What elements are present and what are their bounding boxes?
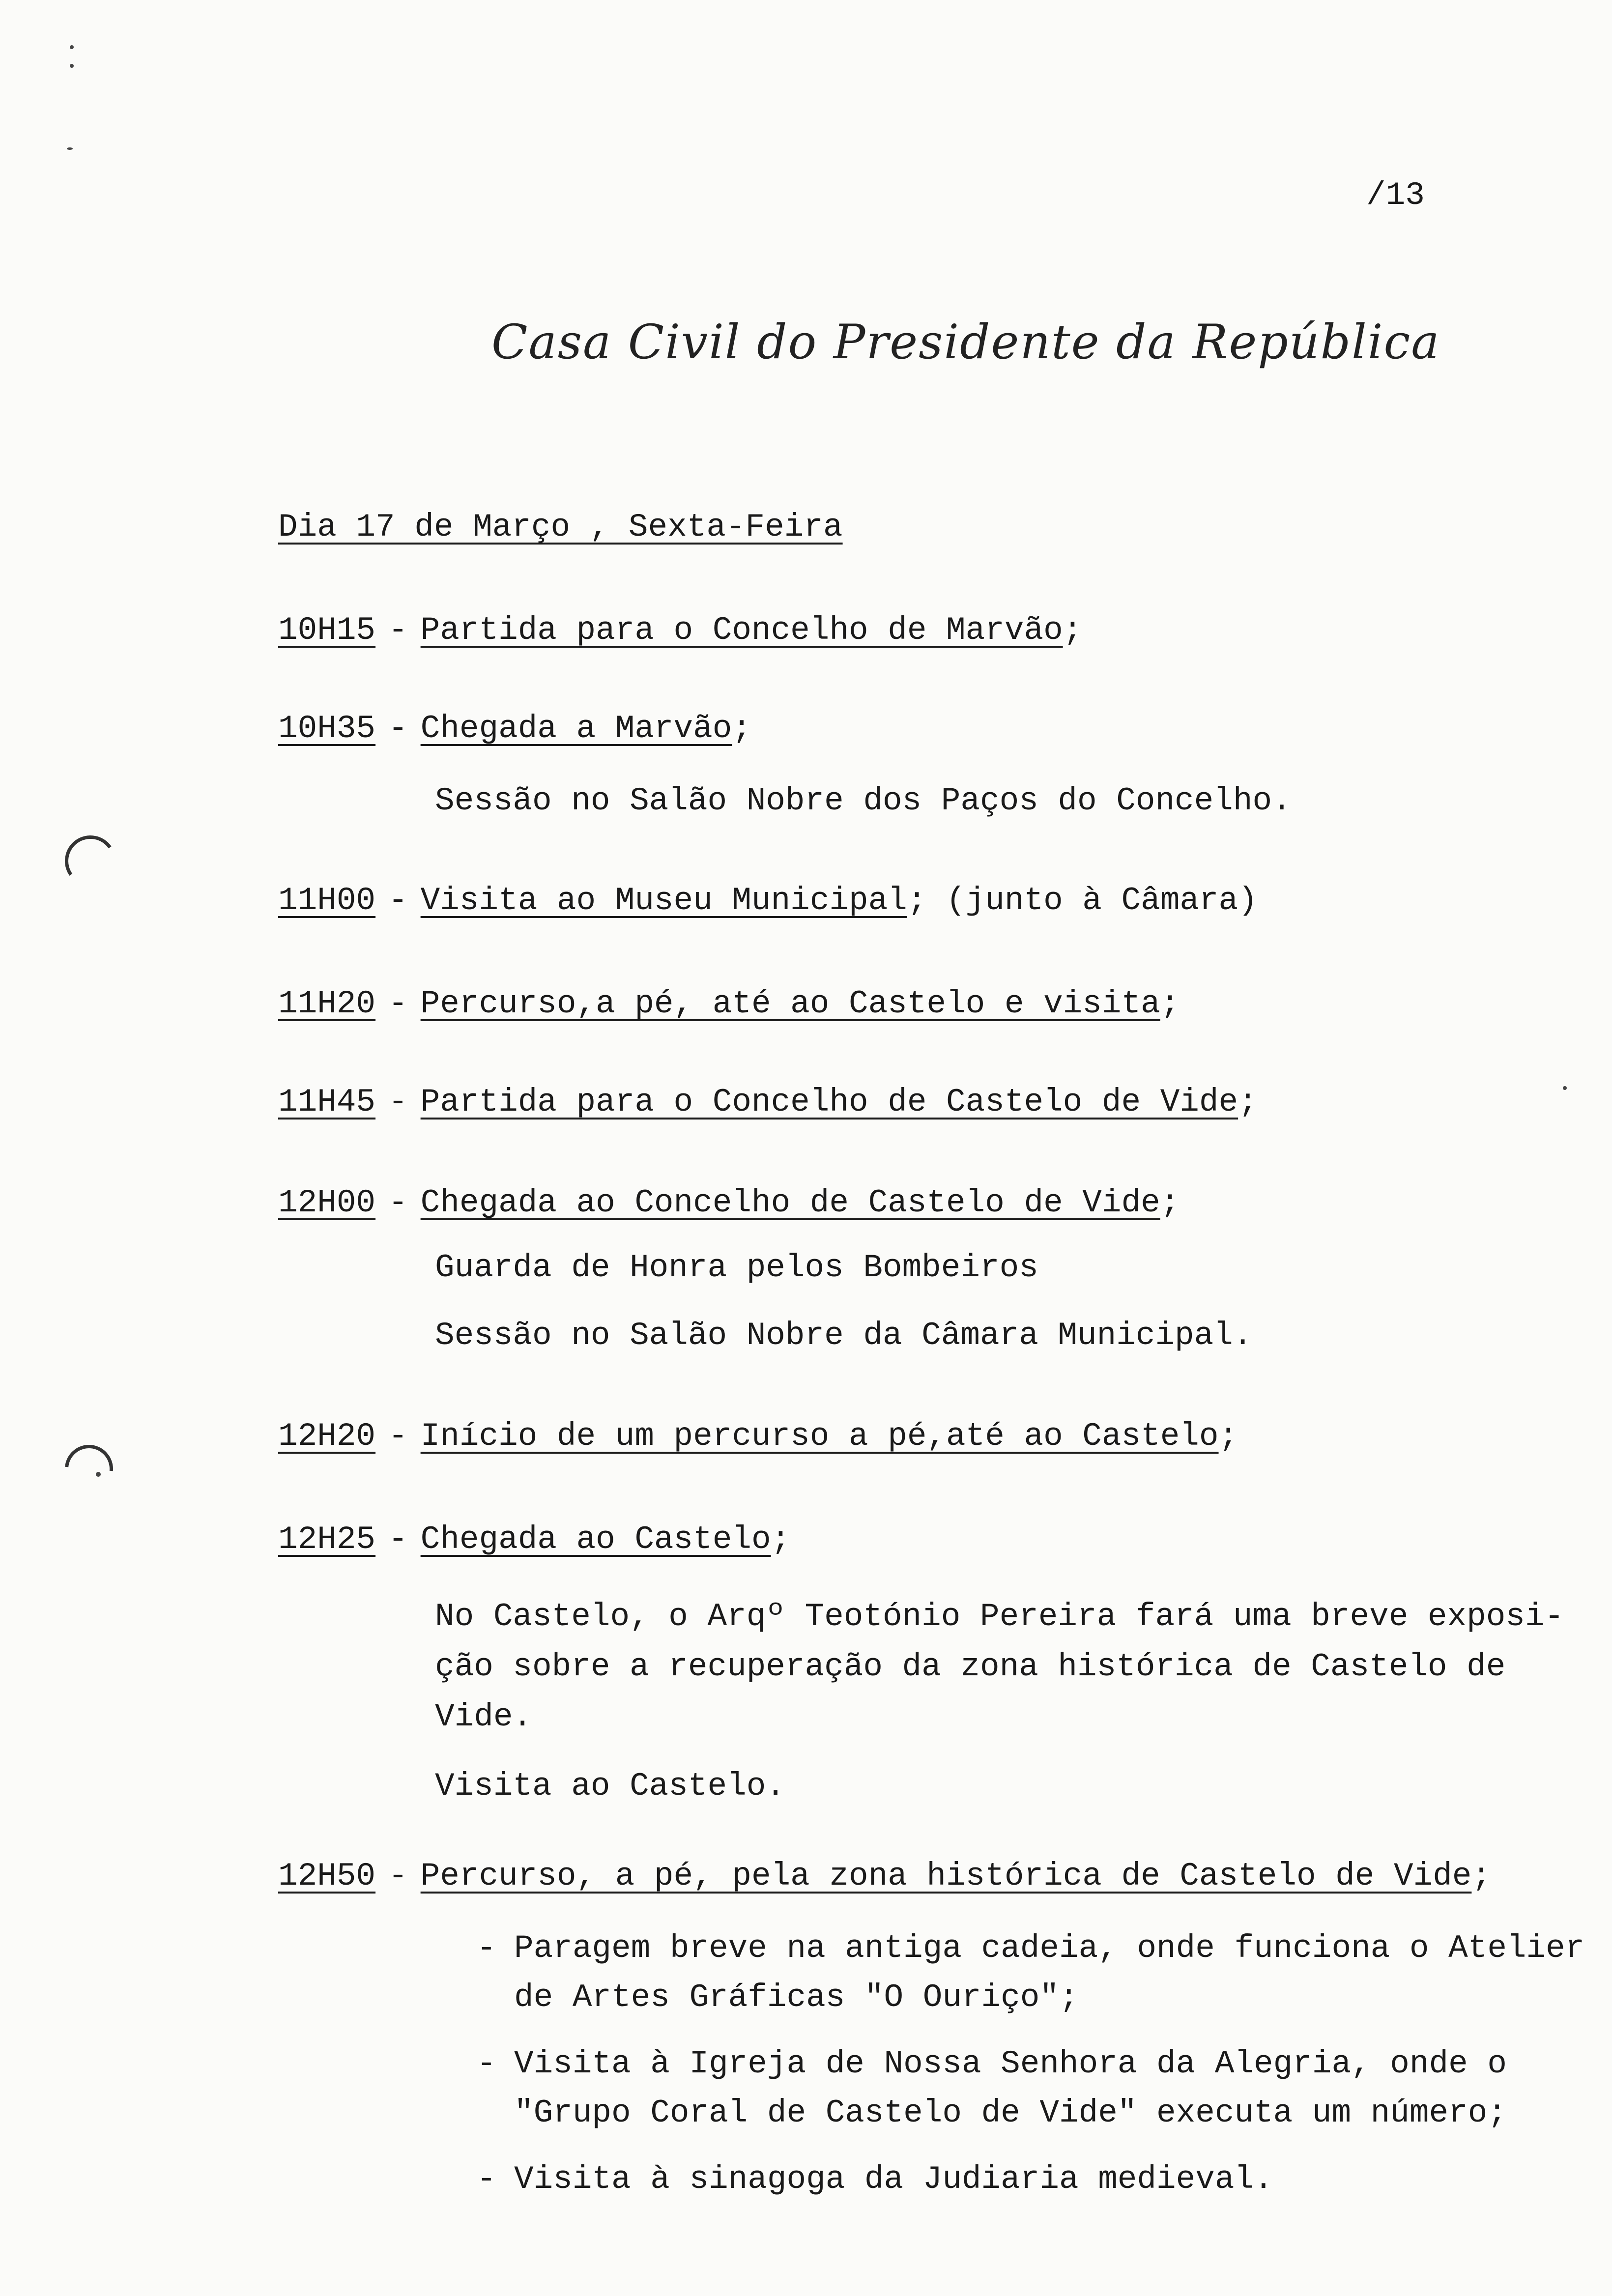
entry-time: 11H45	[278, 1084, 376, 1120]
schedule-entry-1220	[278, 1418, 1238, 1455]
schedule-entry-1250	[278, 1858, 1491, 1894]
entry-title: Chegada a Marvão	[420, 710, 732, 747]
entry-title: Partida para o Concelho de Marvão	[420, 612, 1063, 649]
entry-suffix: ;	[1471, 1858, 1492, 1894]
bullet-dash: -	[477, 2045, 496, 2082]
schedule-entry-1100	[278, 882, 1258, 919]
entry-detail: Sessão no Salão Nobre dos Paços do Concelho.	[435, 782, 1292, 819]
entry-suffix: ;	[1160, 985, 1180, 1022]
schedule-entry-1120	[278, 985, 1180, 1022]
scan-speck	[67, 147, 73, 150]
scan-speck	[96, 1472, 101, 1477]
entry-detail: No Castelo, o Arqº Teotónio Pereira fará uma breve exposi-	[435, 1598, 1564, 1635]
entry-detail: Vide.	[435, 1698, 533, 1735]
scan-speck	[1563, 1086, 1567, 1090]
entry-title: Chegada ao Concelho de Castelo de Vide	[420, 1184, 1160, 1221]
bullet-item	[477, 2155, 1273, 2204]
bullet-line: "Grupo Coral de Castelo de Vide" executa um número;	[514, 2095, 1507, 2131]
schedule-entry-1145	[278, 1084, 1258, 1120]
entry-time: 10H35	[278, 710, 376, 747]
entry-title: Chegada ao Castelo	[420, 1521, 771, 1558]
entry-detail: Visita ao Castelo.	[435, 1768, 785, 1805]
scan-speck	[70, 64, 74, 68]
schedule-entry-1035	[278, 710, 751, 747]
bullet-line: Paragem breve na antiga cadeia, onde funciona o Atelier	[514, 1930, 1585, 1967]
punch-hole-mark	[55, 1435, 123, 1503]
bullet-item	[477, 1924, 1584, 2022]
entry-suffix: ;	[732, 710, 751, 747]
entry-time: 11H00	[278, 882, 376, 919]
entry-dash: -	[388, 710, 408, 747]
entry-suffix: ;	[771, 1521, 791, 1558]
entry-time: 12H20	[278, 1418, 376, 1455]
entry-dash: -	[388, 1418, 408, 1455]
entry-time: 12H00	[278, 1184, 376, 1221]
scan-speck	[70, 45, 74, 49]
page-number: /13	[1366, 177, 1425, 214]
bullet-dash: -	[477, 2161, 496, 2198]
entry-detail: Guarda de Honra pelos Bombeiros	[435, 1249, 1038, 1286]
entry-dash: -	[388, 1084, 408, 1120]
schedule-entry-1200	[278, 1184, 1180, 1221]
entry-title: Visita ao Museu Municipal	[420, 882, 907, 919]
entry-suffix: ;	[1063, 612, 1083, 649]
entry-suffix: ;	[1218, 1418, 1238, 1455]
entry-time: 12H25	[278, 1521, 376, 1558]
entry-detail: Sessão no Salão Nobre da Câmara Municipal.	[435, 1317, 1253, 1354]
entry-suffix: ;	[1160, 1184, 1180, 1221]
entry-title: Percurso,a pé, até ao Castelo e visita	[420, 985, 1160, 1022]
entry-dash: -	[388, 612, 408, 649]
entry-title: Percurso, a pé, pela zona histórica de Castelo de Vide	[420, 1858, 1472, 1894]
entry-suffix: ;	[1238, 1084, 1258, 1120]
schedule-entry-1225	[278, 1521, 790, 1558]
entry-dash: -	[388, 1184, 408, 1221]
entry-detail: ção sobre a recuperação da zona histórica de Castelo de	[435, 1648, 1506, 1685]
entry-time: 12H50	[278, 1858, 376, 1894]
entry-dash: -	[388, 1858, 408, 1894]
bullet-dash: -	[477, 1930, 496, 1967]
bullet-line: de Artes Gráficas "O Ouriço";	[514, 1979, 1079, 2016]
entry-title: Partida para o Concelho de Castelo de Vide	[420, 1084, 1238, 1120]
punch-hole-mark	[61, 832, 120, 890]
entry-suffix: ; (junto à Câmara)	[907, 882, 1258, 919]
entry-title: Início de um percurso a pé,até ao Castelo	[420, 1418, 1219, 1455]
entry-dash: -	[388, 985, 408, 1022]
bullet-item	[477, 2039, 1507, 2138]
entry-time: 10H15	[278, 612, 376, 649]
entry-time: 11H20	[278, 985, 376, 1022]
entry-dash: -	[388, 1521, 408, 1558]
bullet-line: Visita à Igreja de Nossa Senhora da Alegria, onde o	[514, 2045, 1507, 2082]
letterhead: Casa Civil do Presidente da República	[491, 315, 1440, 370]
day-heading: Dia 17 de Março , Sexta-Feira	[278, 509, 843, 545]
bullet-line: Visita à sinagoga da Judiaria medieval.	[514, 2161, 1273, 2198]
schedule-entry-1015	[278, 612, 1082, 649]
entry-dash: -	[388, 882, 408, 919]
